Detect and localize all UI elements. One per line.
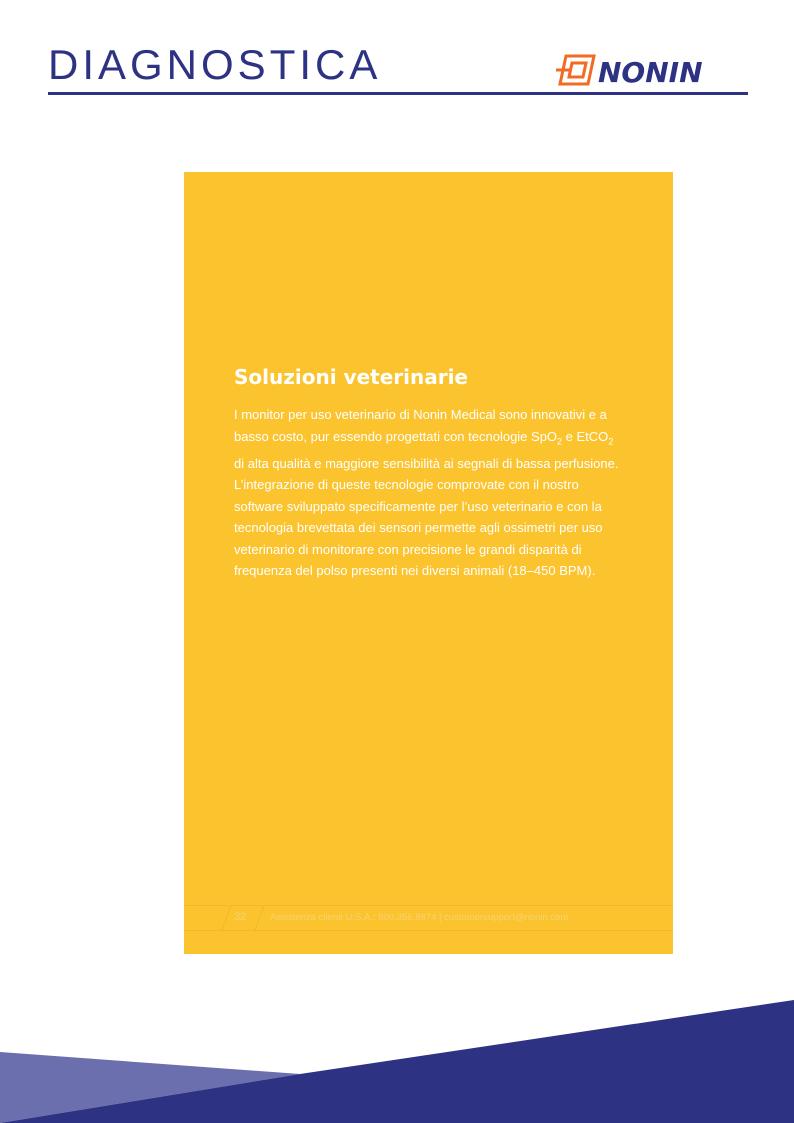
body-text-1: I monitor per uso veterinario di Nonin Medical sono innovativi e a basso costo, pur essendo progettati con tecnologie SpO (234, 407, 607, 444)
subscript-2b: 2 (608, 436, 614, 447)
body-text-3: di alta qualità e maggiore sensibilità ai segnali di bassa perfusione. L’integrazione di queste tecnologie comprovate con il nostro software sviluppato specificamente per l’uso veterinario e con la tecnologia brevettata dei sensori permette agli ossimetri per uso veterinario di monitorare con precisione le grandi disparità di frequenza del polso presenti nei diversi animali (18–450 BPM). (234, 455, 619, 579)
page-title: DIAGNOSTICA (48, 41, 382, 88)
footer-contact: Assistenza clienti U.S.A.: 800.356.8874 | customersupport@nonin.com (270, 912, 569, 923)
bottom-decoration (0, 990, 794, 1123)
body-text-2: e EtCO (562, 428, 609, 444)
panel-body (234, 404, 624, 582)
panel-heading: Soluzioni veterinarie (234, 365, 468, 389)
nonin-logo (554, 52, 748, 88)
subscript-2: 2 (557, 436, 563, 447)
footer-divider (254, 905, 264, 931)
panel-footer (184, 905, 673, 931)
page-number: 32 (234, 911, 247, 923)
header-rule (48, 92, 748, 95)
content-panel (184, 172, 673, 954)
logo-emblem-icon (556, 56, 594, 84)
logo-wordmark: NONIN (598, 56, 703, 88)
footer-divider (221, 905, 231, 931)
